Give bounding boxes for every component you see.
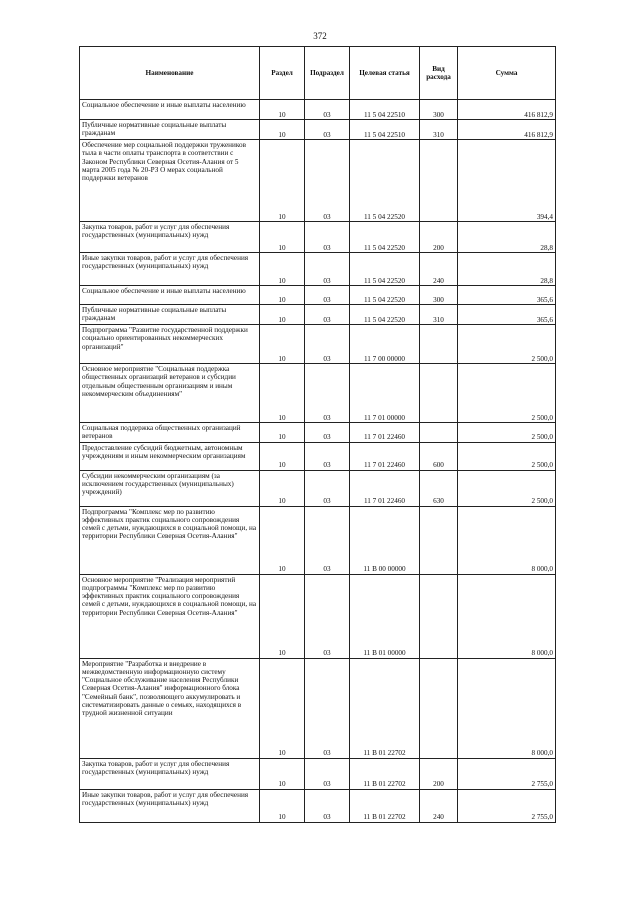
row-target-cell: 11 В 01 22702: [350, 758, 420, 789]
row-target-cell: 11 5 04 22520: [350, 286, 420, 305]
row-type-cell: 310: [420, 305, 458, 325]
budget-table: [79, 46, 556, 823]
table-row: [80, 789, 556, 822]
row-type-cell: 300: [420, 100, 458, 120]
row-type-cell: 310: [420, 120, 458, 140]
row-subsection-cell: 03: [305, 100, 350, 120]
row-section-cell: 10: [260, 286, 305, 305]
row-type-cell: [420, 140, 458, 222]
row-section-cell: 10: [260, 470, 305, 506]
row-target-cell: 11 В 01 22702: [350, 789, 420, 822]
row-section-cell: 10: [260, 758, 305, 789]
row-subsection-cell: 03: [305, 305, 350, 325]
row-type-cell: 240: [420, 253, 458, 286]
row-type-cell: 240: [420, 789, 458, 822]
row-section-cell: 10: [260, 442, 305, 470]
row-target-cell: 11 5 04 22520: [350, 253, 420, 286]
row-target-cell: 11 5 04 22520: [350, 222, 420, 253]
table-row: [80, 305, 556, 325]
row-sum-cell: 416 812,9: [458, 100, 556, 120]
row-subsection-cell: 03: [305, 222, 350, 253]
header-type: Вид расхода: [420, 47, 458, 100]
row-sum-cell: 394,4: [458, 140, 556, 222]
row-sum-cell: 28,8: [458, 222, 556, 253]
page-number: 372: [313, 31, 327, 41]
row-sum-cell: 8 000,0: [458, 658, 556, 758]
row-sum-cell: 365,6: [458, 286, 556, 305]
table-row: [80, 253, 556, 286]
row-section-cell: 10: [260, 658, 305, 758]
header-target: Целевая статья: [350, 47, 420, 100]
row-section-cell: 10: [260, 253, 305, 286]
row-sum-cell: 2 500,0: [458, 423, 556, 443]
row-sum-cell: 2 500,0: [458, 470, 556, 506]
table-row: [80, 222, 556, 253]
row-target-cell: 11 В 01 00000: [350, 574, 420, 658]
row-subsection-cell: 03: [305, 423, 350, 443]
row-sum-cell: 2 755,0: [458, 758, 556, 789]
row-section-cell: 10: [260, 100, 305, 120]
row-subsection-cell: 03: [305, 470, 350, 506]
row-type-cell: 200: [420, 758, 458, 789]
row-section-cell: 10: [260, 222, 305, 253]
row-name-cell: Социальное обеспечение и иные выплаты населению: [80, 286, 260, 305]
row-subsection-cell: 03: [305, 506, 350, 574]
row-name-cell: Социальная поддержка общественных организаций ветеранов: [80, 423, 260, 443]
row-name-cell: Закупка товаров, работ и услуг для обеспечения государственных (муниципальных) нужд: [80, 222, 260, 253]
row-target-cell: 11 5 04 22520: [350, 140, 420, 222]
row-name-cell: Мероприятие "Разработка и внедрение в межведомственную информационную систему "Социальное обслуживание населения Республики Северная Осетия-Алания" информационного блока "Семейный банк", позволяющего аккумулировать и систематизировать данные о семьях, находящихся в трудной жизненной ситуации: [80, 658, 260, 758]
row-type-cell: [420, 506, 458, 574]
row-subsection-cell: 03: [305, 286, 350, 305]
row-target-cell: 11 7 01 00000: [350, 364, 420, 423]
row-name-cell: Основное мероприятие "Социальная поддержка общественных организаций ветеранов и субсидии отдельным общественным организациям и иным некоммерческим объединениям": [80, 364, 260, 423]
row-sum-cell: 2 500,0: [458, 364, 556, 423]
table-row: [80, 120, 556, 140]
row-type-cell: 600: [420, 442, 458, 470]
row-section-cell: 10: [260, 574, 305, 658]
table-row: [80, 100, 556, 120]
row-subsection-cell: 03: [305, 758, 350, 789]
row-target-cell: 11 В 01 22702: [350, 658, 420, 758]
table-body: [80, 100, 556, 823]
row-name-cell: Закупка товаров, работ и услуг для обеспечения государственных (муниципальных) нужд: [80, 758, 260, 789]
row-name-cell: Предоставление субсидий бюджетным, автономным учреждениям и иным некоммерческим организациям: [80, 442, 260, 470]
row-subsection-cell: 03: [305, 574, 350, 658]
header-row: [80, 47, 556, 100]
header-sum: Сумма: [458, 47, 556, 100]
row-sum-cell: 2 500,0: [458, 325, 556, 364]
row-type-cell: 300: [420, 286, 458, 305]
row-target-cell: 11 В 00 00000: [350, 506, 420, 574]
row-sum-cell: 8 000,0: [458, 574, 556, 658]
row-sum-cell: 416 812,9: [458, 120, 556, 140]
table-row: [80, 325, 556, 364]
row-name-cell: Публичные нормативные социальные выплаты гражданам: [80, 120, 260, 140]
row-section-cell: 10: [260, 120, 305, 140]
table-row: [80, 506, 556, 574]
row-subsection-cell: 03: [305, 253, 350, 286]
row-section-cell: 10: [260, 305, 305, 325]
row-subsection-cell: 03: [305, 120, 350, 140]
row-name-cell: Подпрограмма "Комплекс мер по развитию эффективных практик социального сопровождения семей с детьми, нуждающихся в социальной помощи, на территории Республики Северная Осетия-Алания": [80, 506, 260, 574]
row-target-cell: 11 7 00 00000: [350, 325, 420, 364]
row-sum-cell: 8 000,0: [458, 506, 556, 574]
row-name-cell: Иные закупки товаров, работ и услуг для обеспечения государственных (муниципальных) нужд: [80, 789, 260, 822]
row-target-cell: 11 5 04 22510: [350, 100, 420, 120]
row-section-cell: 10: [260, 506, 305, 574]
row-section-cell: 10: [260, 789, 305, 822]
row-type-cell: [420, 325, 458, 364]
table-row: [80, 286, 556, 305]
row-sum-cell: 2 500,0: [458, 442, 556, 470]
row-name-cell: Публичные нормативные социальные выплаты гражданам: [80, 305, 260, 325]
row-name-cell: Иные закупки товаров, работ и услуг для обеспечения государственных (муниципальных) нужд: [80, 253, 260, 286]
row-subsection-cell: 03: [305, 658, 350, 758]
row-target-cell: 11 5 04 22510: [350, 120, 420, 140]
row-name-cell: Обеспечение мер социальной поддержки тружеников тыла в части оплаты транспорта в соответствии с Законом Республики Северная Осетия-Алания от 5 марта 2005 года № 20-РЗ О мерах социальной поддержки ветеранов: [80, 140, 260, 222]
header-name: Наименование: [80, 47, 260, 100]
table-row: [80, 574, 556, 658]
row-type-cell: [420, 423, 458, 443]
row-subsection-cell: 03: [305, 442, 350, 470]
row-type-cell: 200: [420, 222, 458, 253]
row-type-cell: 630: [420, 470, 458, 506]
row-section-cell: 10: [260, 325, 305, 364]
table-row: [80, 442, 556, 470]
table-row: [80, 470, 556, 506]
row-target-cell: 11 7 01 22460: [350, 423, 420, 443]
table-row: [80, 658, 556, 758]
row-section-cell: 10: [260, 364, 305, 423]
row-subsection-cell: 03: [305, 364, 350, 423]
row-section-cell: 10: [260, 423, 305, 443]
row-target-cell: 11 7 01 22460: [350, 470, 420, 506]
row-subsection-cell: 03: [305, 140, 350, 222]
row-name-cell: Подпрограмма "Развитие государственной поддержки социально ориентированных некоммерческих организаций": [80, 325, 260, 364]
row-sum-cell: 365,6: [458, 305, 556, 325]
table-row: [80, 758, 556, 789]
row-section-cell: 10: [260, 140, 305, 222]
header-section: Раздел: [260, 47, 305, 100]
row-target-cell: 11 5 04 22520: [350, 305, 420, 325]
row-type-cell: [420, 658, 458, 758]
row-type-cell: [420, 364, 458, 423]
row-name-cell: Социальное обеспечение и иные выплаты населению: [80, 100, 260, 120]
row-name-cell: Основное мероприятие "Реализация мероприятий подпрограммы "Комплекс мер по развитию эффективных практик социального сопровождения семей с детьми, нуждающихся в социальной помощи, на территории Республики Северная Осетия-Алания": [80, 574, 260, 658]
row-subsection-cell: 03: [305, 789, 350, 822]
row-subsection-cell: 03: [305, 325, 350, 364]
header-subsection: Подраздел: [305, 47, 350, 100]
row-name-cell: Субсидии некоммерческим организациям (за исключением государственных (муниципальных) учреждений): [80, 470, 260, 506]
table-row: [80, 140, 556, 222]
row-target-cell: 11 7 01 22460: [350, 442, 420, 470]
table-row: [80, 423, 556, 443]
row-type-cell: [420, 574, 458, 658]
row-sum-cell: 28,8: [458, 253, 556, 286]
row-sum-cell: 2 755,0: [458, 789, 556, 822]
table-row: [80, 364, 556, 423]
